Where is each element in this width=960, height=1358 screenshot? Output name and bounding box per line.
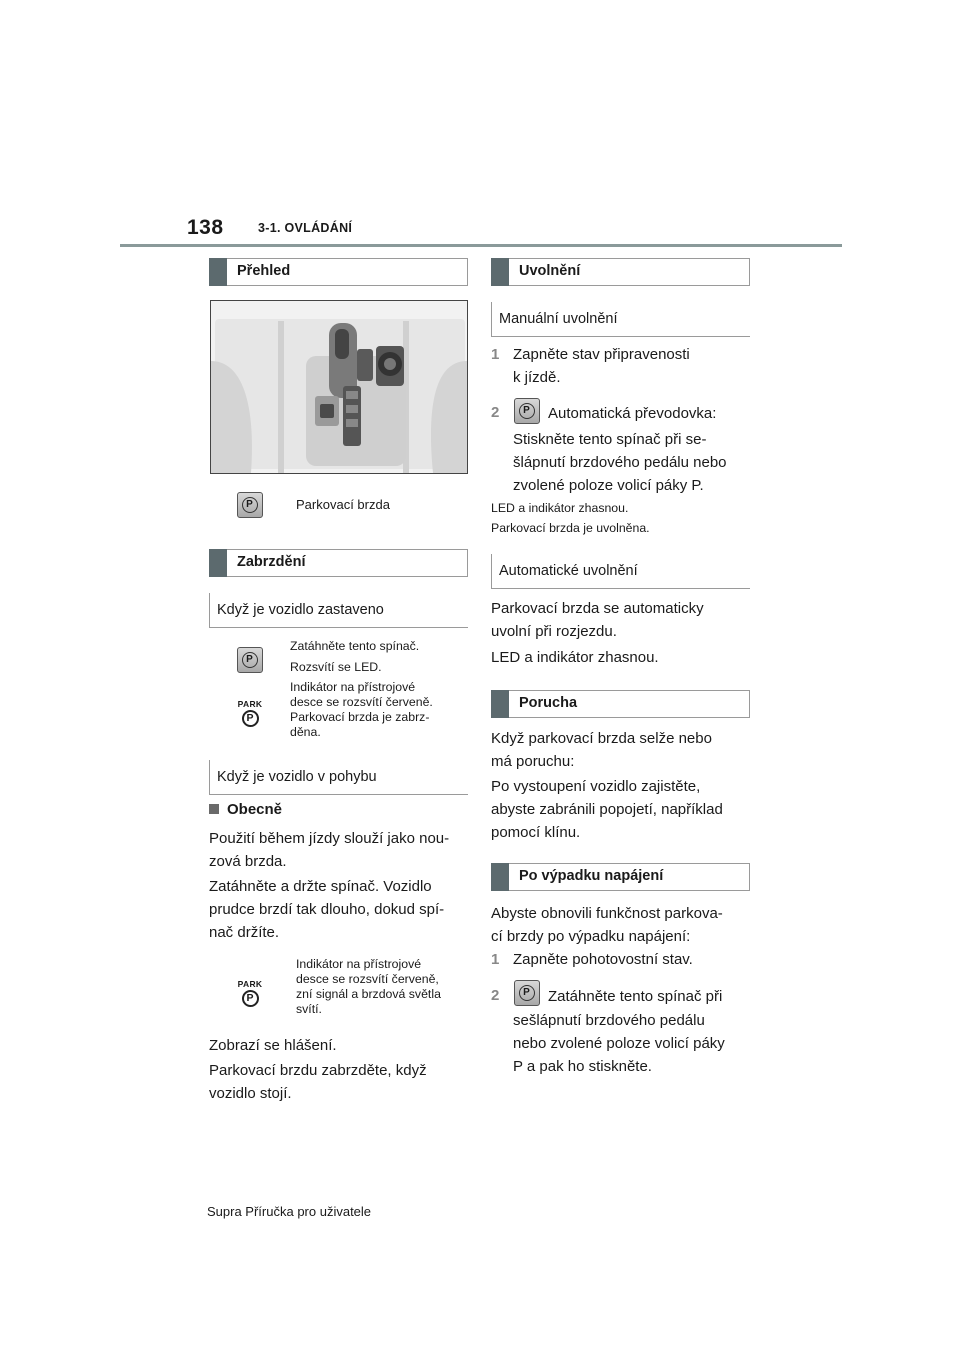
section-title: Přehled <box>237 263 291 279</box>
step2-line-3: šlápnutí brzdového pedálu nebo <box>513 454 727 471</box>
released-note: Parkovací brzda je uvolněna. <box>491 521 650 535</box>
auto-line-2: uvolní při rozjezdu. <box>491 623 617 640</box>
step2-line-2: Stiskněte tento spínač při se- <box>513 431 707 448</box>
fault-line-4: abyste zabránili popojetí, například <box>491 801 723 818</box>
subsection-title: Manuální uvolnění <box>499 311 618 327</box>
step-number: 2 <box>491 404 500 421</box>
power-line-1: Abyste obnovili funkčnost parkova- <box>491 905 723 922</box>
auto-line-1: Parkovací brzda se automaticky <box>491 600 704 617</box>
parking-brake-switch-icon: P <box>514 980 540 1006</box>
section-overview <box>209 258 468 286</box>
section-title: Zabrzdění <box>237 554 306 570</box>
step-number: 1 <box>491 346 500 363</box>
moving-note-2: desce se rozsvítí červeně, <box>296 972 439 986</box>
park-indicator-icon: PARK P <box>235 699 265 727</box>
general-line-3: Zatáhněte a držte spínač. Vozidlo <box>209 878 432 895</box>
after-line-3: vozidlo stojí. <box>209 1085 292 1102</box>
step2-line-4: zvolené poloze volicí páky P. <box>513 477 704 494</box>
fault-line-5: pomocí klínu. <box>491 824 581 841</box>
section-fault <box>491 690 750 718</box>
general-title: Obecně <box>227 801 283 818</box>
section-title: Uvolnění <box>519 263 581 279</box>
power-step1: Zapněte pohotovostní stav. <box>513 951 693 968</box>
section-apply <box>209 549 468 577</box>
footer-text: Supra Příručka pro uživatele <box>207 1204 372 1219</box>
parking-brake-switch-icon: P <box>514 398 540 424</box>
step1-line-1: Zapněte stav připravenosti <box>513 346 690 363</box>
subsection-title: Automatické uvolnění <box>499 563 638 579</box>
fault-line-2: má poruchu: <box>491 753 575 770</box>
power-step2-line-1: Zatáhněte tento spínač při <box>548 988 723 1005</box>
section-bar <box>491 690 509 718</box>
header-rule <box>120 244 842 247</box>
section-title: Po výpadku napájení <box>519 868 664 884</box>
auto-line-3: LED a indikátor zhasnou. <box>491 649 659 666</box>
step2-line-1: Automatická převodovka: <box>548 405 717 422</box>
stationary-line-2: Rozsvítí se LED. <box>290 660 382 674</box>
chapter-title: 3-1. OVLÁDÁNÍ <box>258 221 353 235</box>
after-line-1: Zobrazí se hlášení. <box>209 1037 337 1054</box>
subsection-stationary <box>209 593 468 628</box>
fault-line-3: Po vystoupení vozidlo zajistěte, <box>491 778 701 795</box>
subsection-auto <box>491 554 750 589</box>
power-step2-line-2: sešlápnutí brzdového pedálu <box>513 1012 705 1029</box>
subsection-title: Když je vozidlo v pohybu <box>217 769 377 785</box>
moving-note-1: Indikátor na přístrojové <box>296 957 422 971</box>
power-step2-line-4: P a pak ho stiskněte. <box>513 1058 652 1075</box>
step1-line-2: k jízdě. <box>513 369 561 386</box>
subsection-moving <box>209 760 468 795</box>
bullet-square <box>209 804 219 814</box>
power-step2-line-3: nebo zvolené poloze volicí páky <box>513 1035 725 1052</box>
section-power-loss <box>491 863 750 891</box>
moving-note-4: svítí. <box>296 1002 322 1016</box>
parking-brake-switch-icon: P <box>237 492 263 518</box>
center-console-illustration <box>211 301 467 473</box>
stationary-line-5: Parkovací brzda je zabrz- <box>290 710 430 724</box>
subsection-title: Když je vozidlo zastaveno <box>217 602 384 618</box>
section-bar <box>209 549 227 577</box>
stationary-line-6: děna. <box>290 725 321 739</box>
general-line-1: Použití během jízdy slouží jako nou- <box>209 830 450 847</box>
after-line-2: Parkovací brzdu zabrzděte, když <box>209 1062 427 1079</box>
overview-caption: Parkovací brzda <box>296 497 390 512</box>
stationary-line-1: Zatáhněte tento spínač. <box>290 639 420 653</box>
park-indicator-icon: PARK P <box>235 979 265 1007</box>
section-bar <box>491 863 509 891</box>
general-line-2: zová brzda. <box>209 853 287 870</box>
stationary-line-3: Indikátor na přístrojové <box>290 680 416 694</box>
page-number: 138 <box>187 216 224 239</box>
section-release <box>491 258 750 286</box>
step-number: 1 <box>491 951 500 968</box>
stationary-line-4: desce se rozsvítí červeně. <box>290 695 433 709</box>
step-number: 2 <box>491 987 500 1004</box>
subsection-manual <box>491 302 750 337</box>
general-line-4: prudce brzdí tak dlouho, dokud spí- <box>209 901 445 918</box>
moving-note-3: zní signál a brzdová světla <box>296 987 441 1001</box>
general-line-5: nač držíte. <box>209 924 280 941</box>
console-photo <box>210 300 468 474</box>
section-bar <box>209 258 227 286</box>
parking-brake-switch-icon: P <box>237 647 263 673</box>
power-line-2: cí brzdy po výpadku napájení: <box>491 928 691 945</box>
led-off-note: LED a indikátor zhasnou. <box>491 501 629 515</box>
fault-line-1: Když parkovací brzda selže nebo <box>491 730 712 747</box>
section-bar <box>491 258 509 286</box>
section-title: Porucha <box>519 695 578 711</box>
